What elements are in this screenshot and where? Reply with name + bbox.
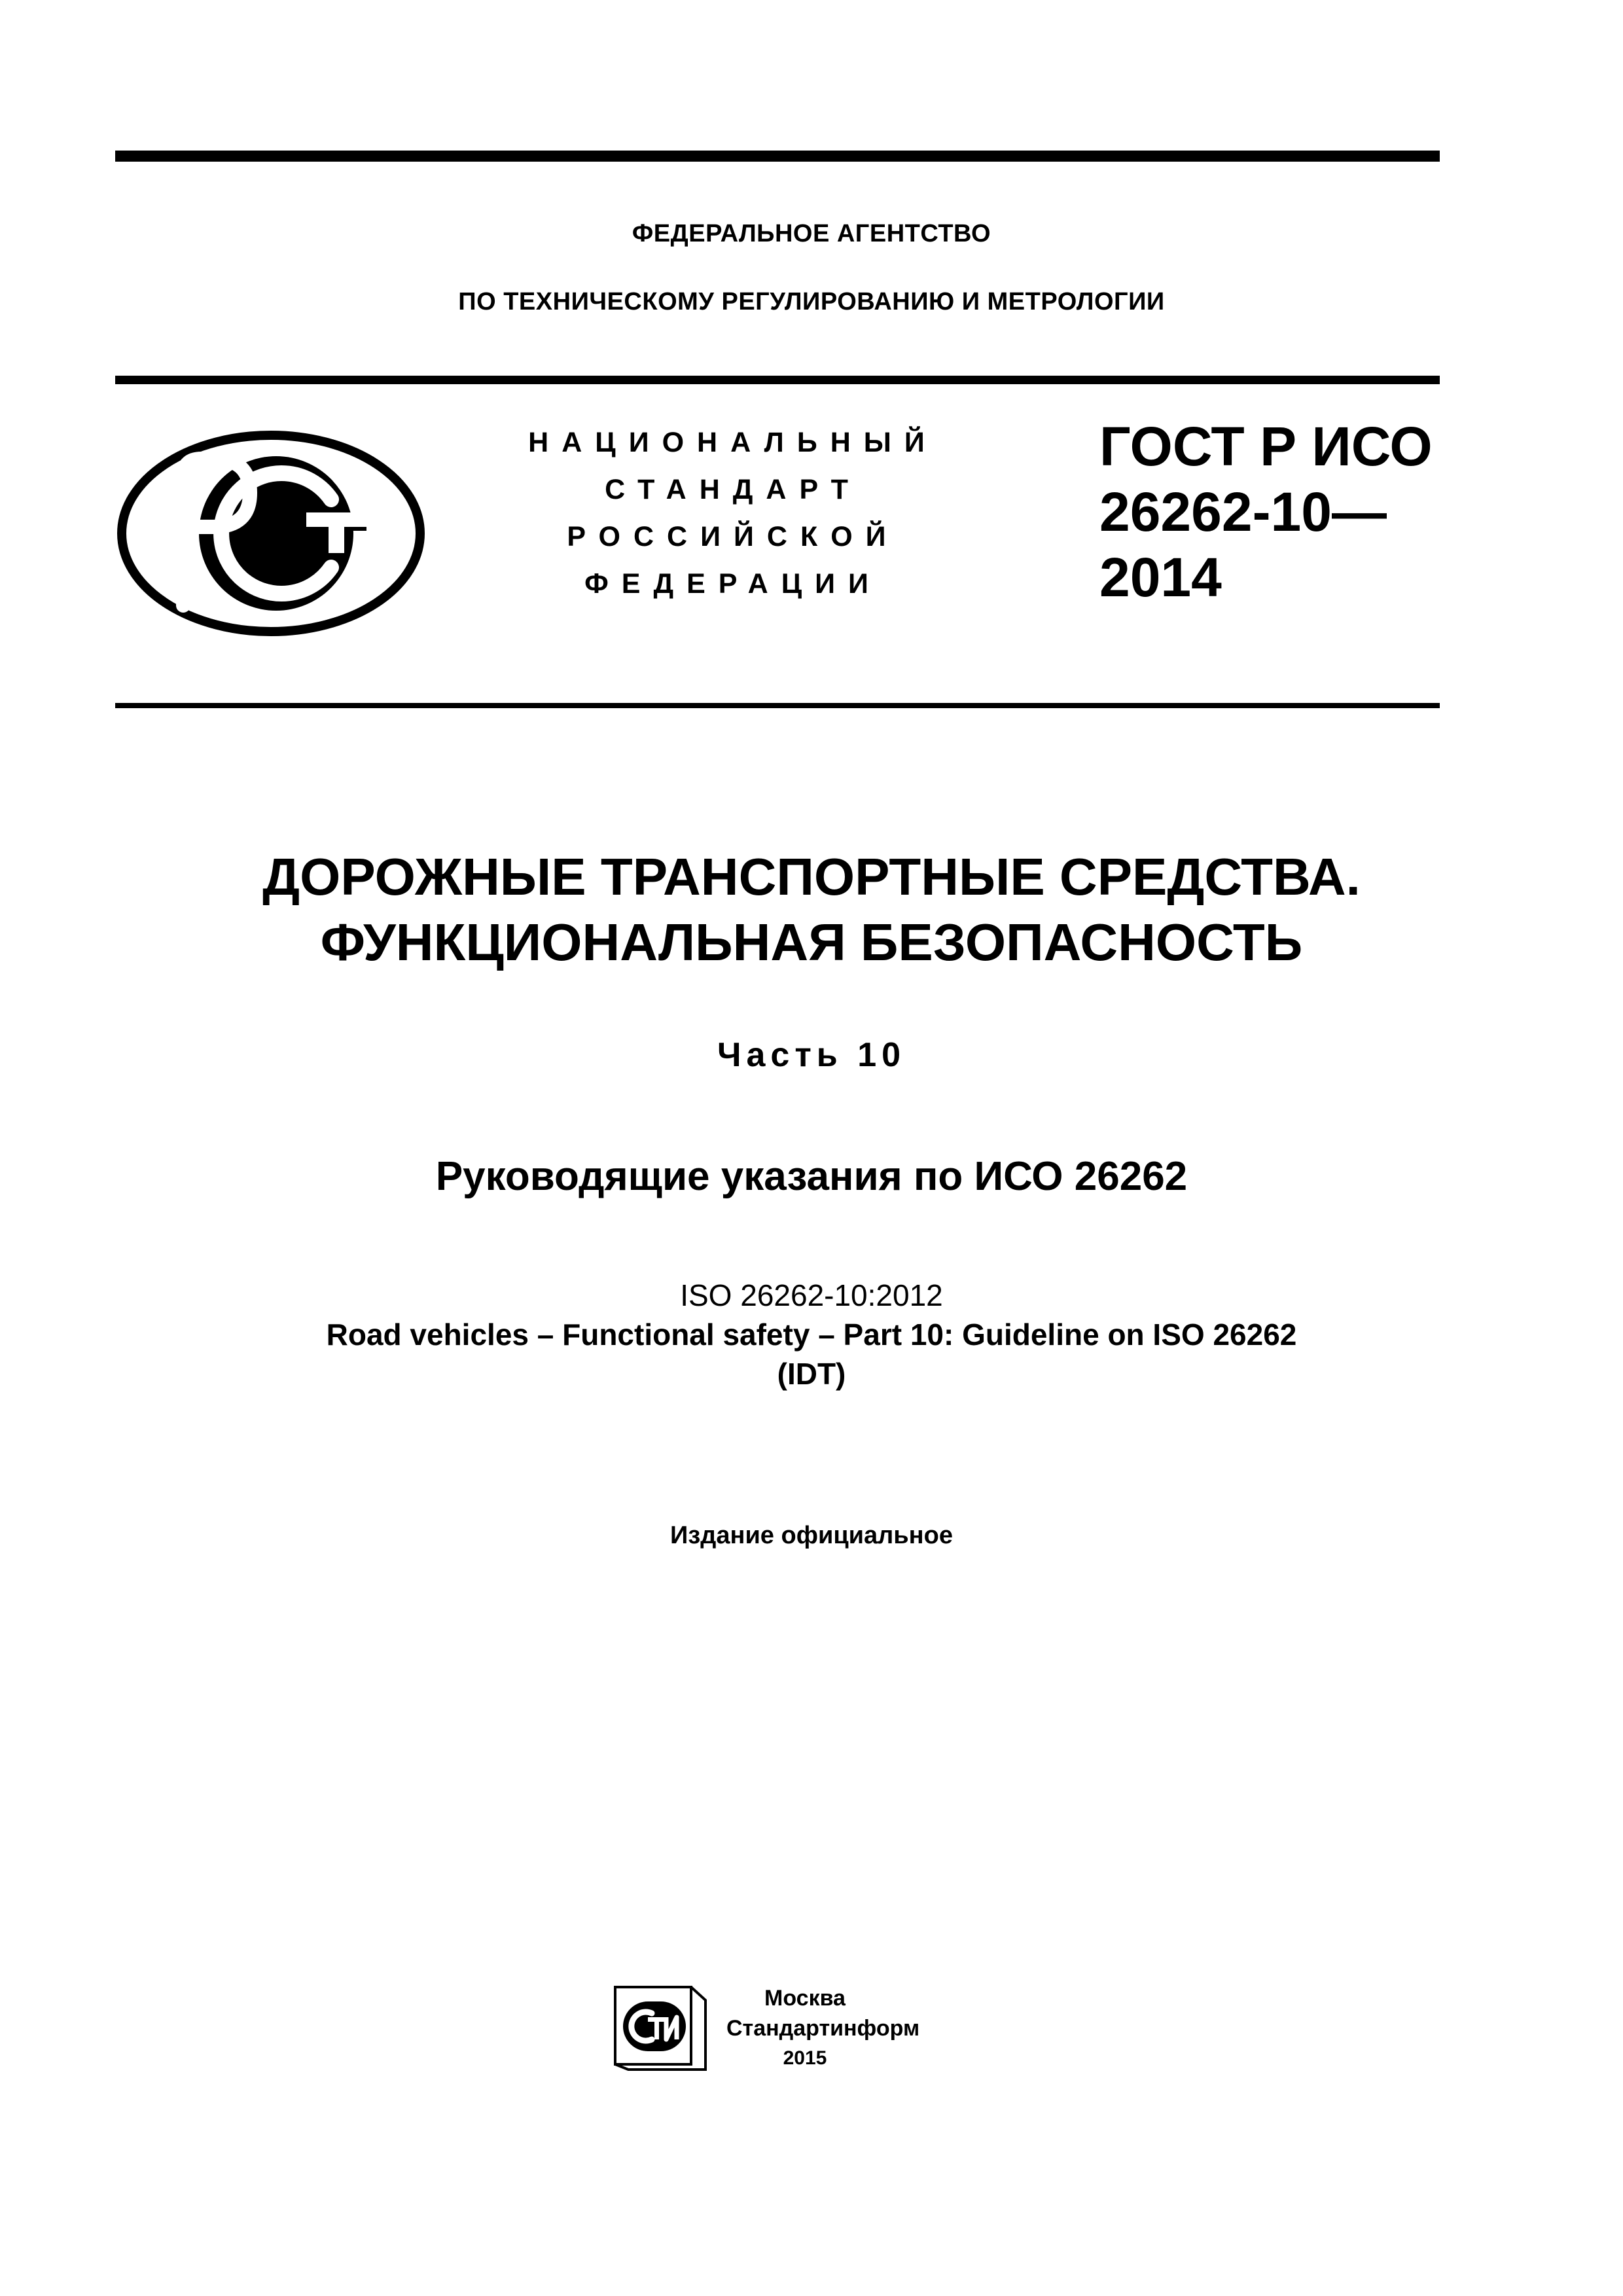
standard-designation (1099, 414, 1440, 610)
top-thick-rule (115, 151, 1440, 162)
iso-title: Road vehicles – Functional safety – Part 10: Guideline on ISO 26262 (326, 1318, 1297, 1352)
designation-line-2: 26262-10— (1099, 481, 1387, 543)
title-line-2: ФУНКЦИОНАЛЬНАЯ БЕЗОПАСНОСТЬ (320, 913, 1303, 971)
title-line-1: ДОРОЖНЫЕ ТРАНСПОРТНЫЕ СРЕДСТВА. (262, 848, 1361, 906)
national-standard-line-4: ФЕДЕРАЦИИ (584, 568, 882, 600)
publisher-block (726, 1983, 920, 2073)
designation-line-1: ГОСТ Р ИСО (1099, 416, 1433, 477)
part-number: Часть 10 (717, 1036, 906, 1074)
designation-line-3: 2014 (1099, 547, 1222, 608)
publication-year: 2015 (783, 2047, 827, 2069)
iso-degree: (IDT) (777, 1357, 846, 1391)
agency-line-1: ФЕДЕРАЛЬНОЕ АГЕНТСТВО (632, 220, 991, 247)
designation-rule (115, 703, 1440, 708)
rst-logo (115, 429, 427, 638)
publisher-logo (614, 1982, 708, 2071)
publisher-city: Москва (764, 1986, 846, 2011)
part-subtitle: Руководящие указания по ИСО 26262 (435, 1154, 1188, 1199)
header-rule (115, 376, 1440, 384)
iso-number: ISO 26262-10:2012 (680, 1278, 943, 1312)
national-standard-line-3: РОССИЙСКОЙ (567, 521, 899, 552)
edition-label: Издание официальное (670, 1522, 953, 1549)
agency-line-2: ПО ТЕХНИЧЕСКОМУ РЕГУЛИРОВАНИЮ И МЕТРОЛОГИИ (458, 288, 1165, 315)
national-standard-block (497, 419, 969, 607)
national-standard-line-1: НАЦИОНАЛЬНЫЙ (528, 427, 938, 458)
publisher-name: Стандартинформ (726, 2016, 920, 2041)
national-standard-line-2: СТАНДАРТ (605, 474, 861, 505)
